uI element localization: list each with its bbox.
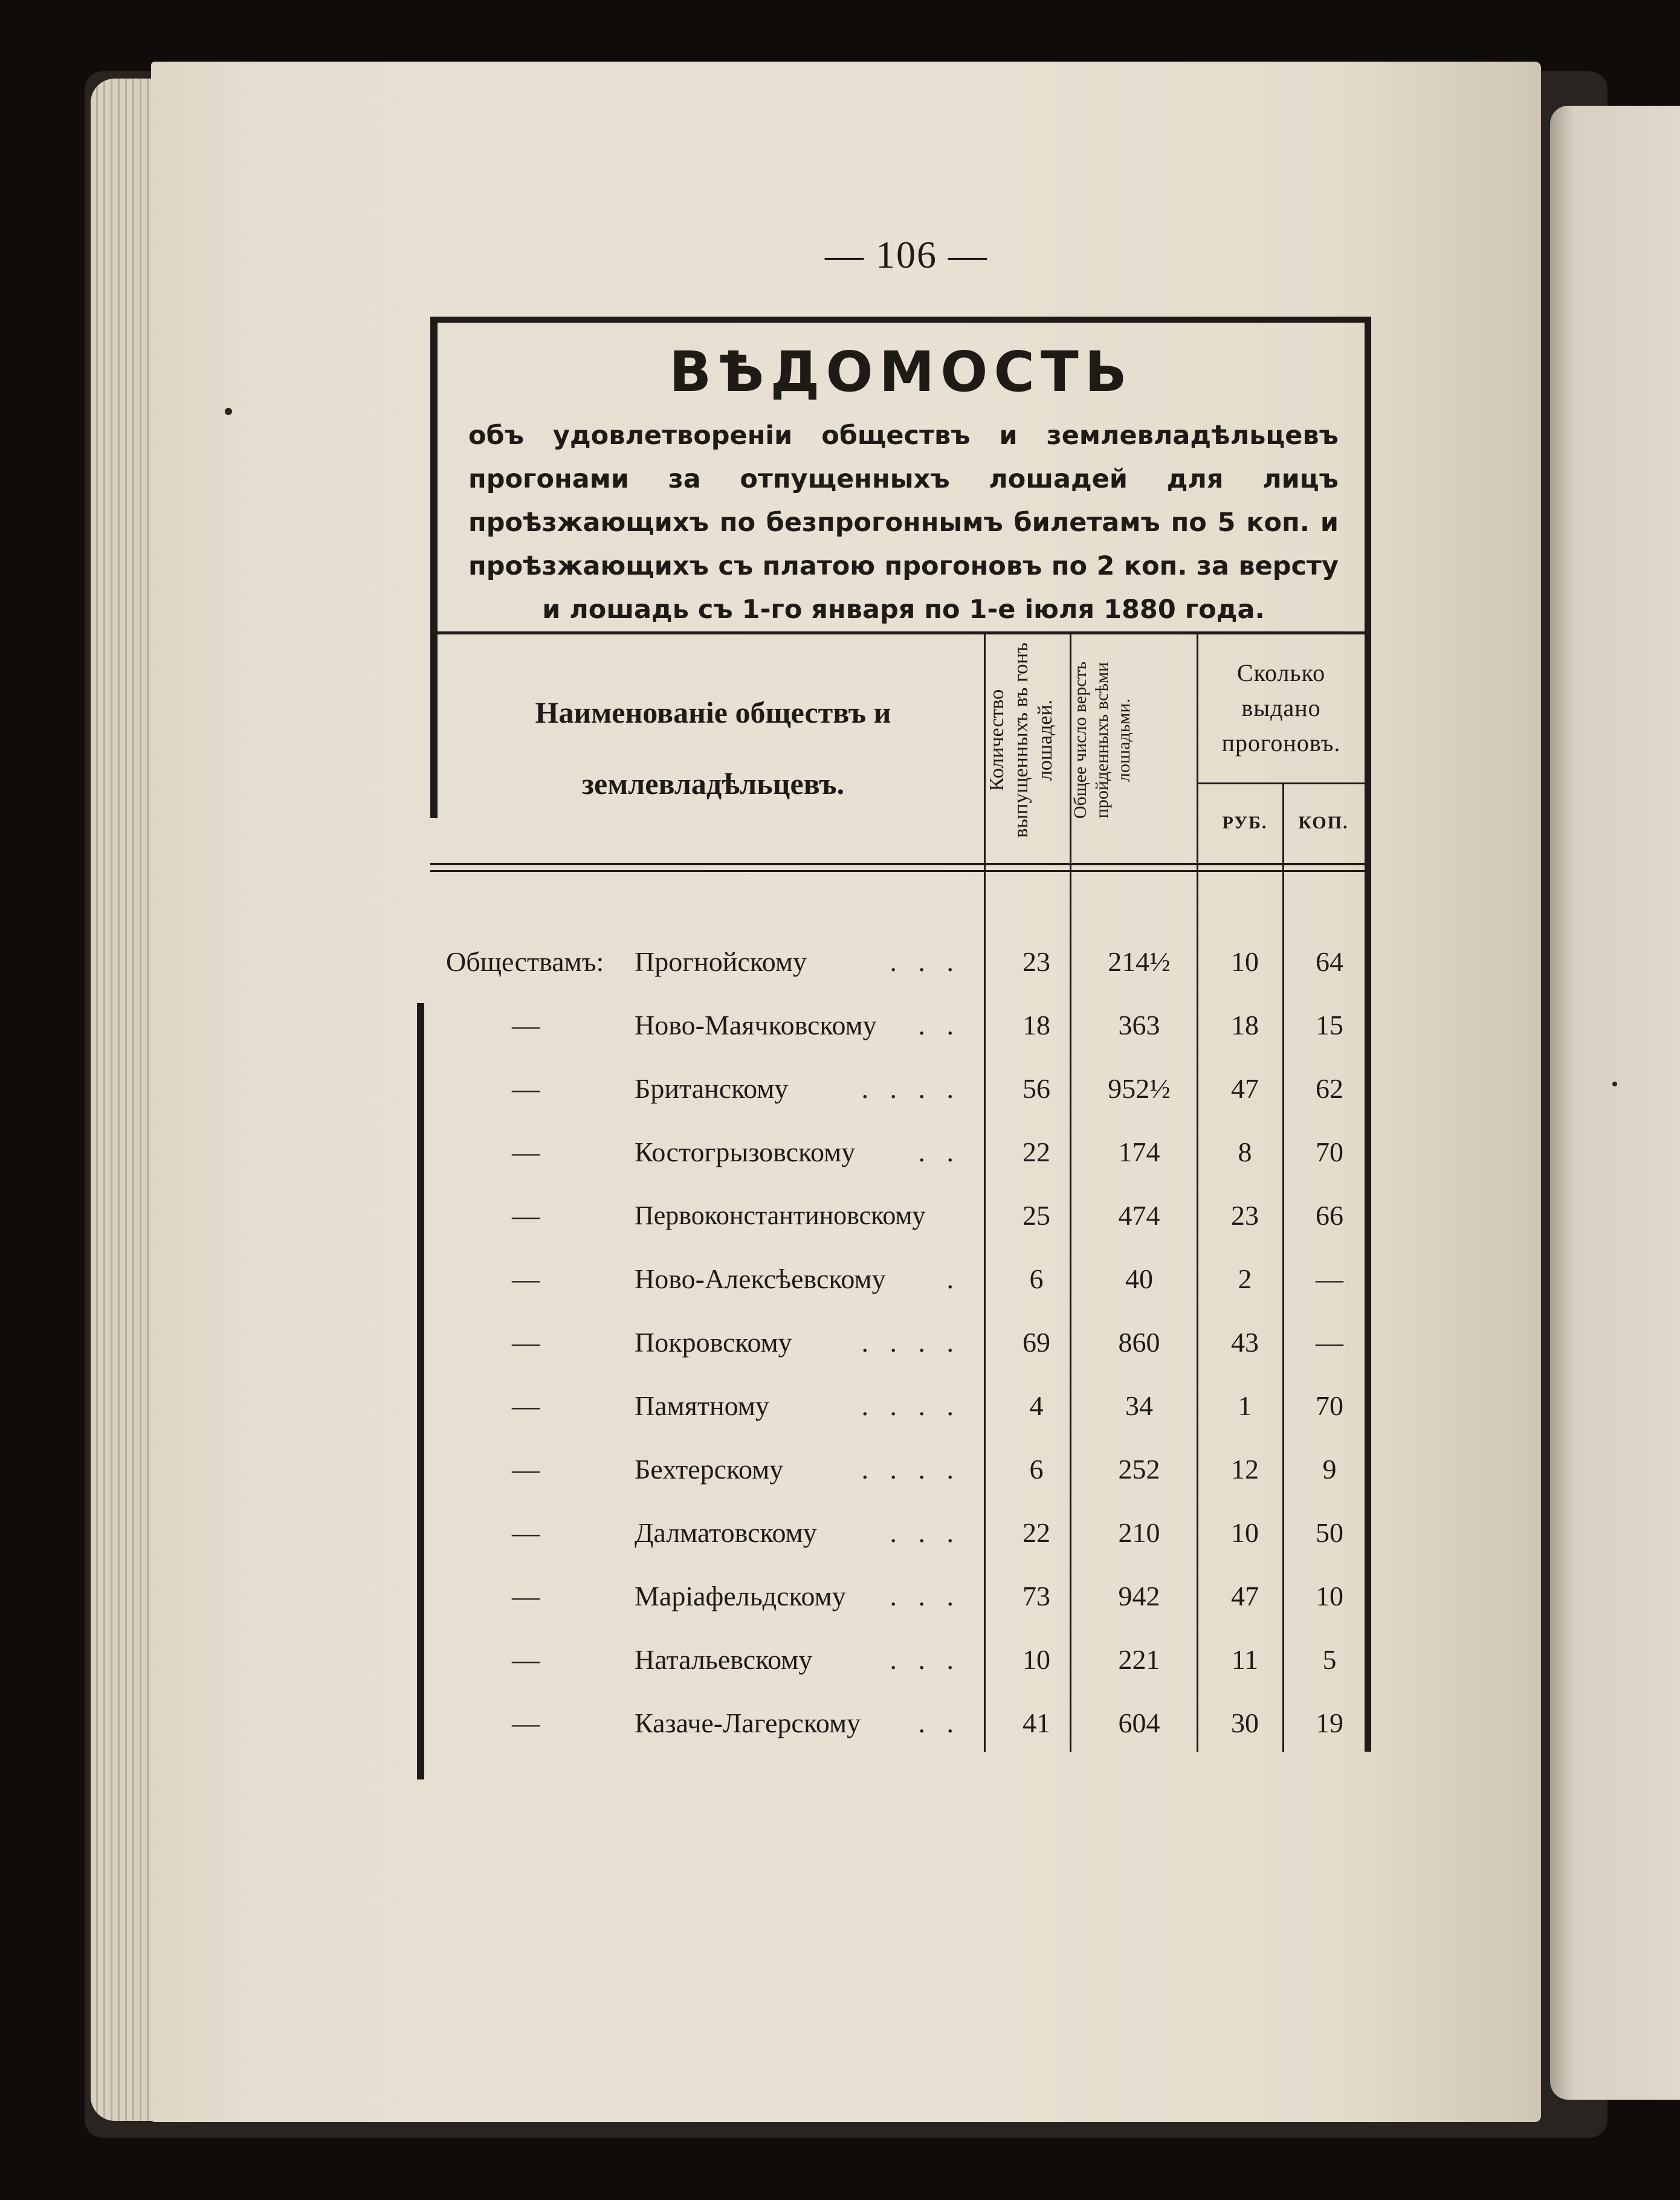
row-dash: — <box>512 1073 540 1104</box>
row-rub: 8 <box>1238 1137 1252 1167</box>
row-count: 6 <box>1029 1454 1044 1485</box>
row-rub: 47 <box>1231 1581 1259 1611</box>
row-leader-dots: . <box>946 1263 961 1294</box>
row-kop: — <box>1316 1263 1343 1294</box>
title-divider <box>438 631 1365 634</box>
row-count: 25 <box>1023 1200 1050 1231</box>
row-name: Первоконстантиновскому <box>635 1201 926 1230</box>
ink-speck <box>1612 1082 1617 1086</box>
column-header-paid: Сколько выдано прогоновъ. <box>1221 659 1341 756</box>
table-row <box>0 1696 1680 1750</box>
table-row <box>0 1442 1680 1497</box>
row-count: 18 <box>1023 1010 1050 1040</box>
row-versts: 252 <box>1118 1454 1160 1485</box>
row-versts: 363 <box>1118 1010 1160 1040</box>
row-name: Ново-Алексѣевскому <box>635 1263 886 1294</box>
row-rub: 10 <box>1231 1517 1259 1548</box>
table-row <box>0 1315 1680 1370</box>
row-kop: 9 <box>1322 1454 1337 1485</box>
column-header-rub: РУБ. <box>1222 813 1268 833</box>
row-dash: — <box>512 1137 540 1167</box>
row-leader-dots: . . . <box>890 1517 961 1548</box>
row-count: 73 <box>1023 1581 1050 1611</box>
row-leader-dots: . . . . <box>861 1454 961 1485</box>
row-count: 4 <box>1029 1390 1044 1421</box>
row-kop: 64 <box>1316 946 1343 977</box>
row-rub: 47 <box>1231 1073 1259 1104</box>
row-name: Маріафельдскому <box>635 1581 846 1611</box>
row-rub: 1 <box>1238 1390 1252 1421</box>
table-left-border-upper <box>430 317 438 818</box>
row-prefix: Обществамъ: <box>446 946 604 977</box>
row-versts: 214½ <box>1108 946 1171 977</box>
row-count: 41 <box>1023 1708 1050 1738</box>
row-rub: 10 <box>1231 946 1259 977</box>
row-dash: — <box>512 1708 540 1738</box>
row-rub: 30 <box>1231 1708 1259 1738</box>
row-versts: 210 <box>1118 1517 1160 1548</box>
row-rub: 2 <box>1238 1263 1252 1294</box>
ink-speck <box>225 408 232 415</box>
page-number: — 106 — <box>825 233 988 276</box>
row-leader-dots: . . . <box>890 1581 961 1611</box>
row-count: 69 <box>1023 1327 1050 1358</box>
row-dash: — <box>512 1200 540 1231</box>
row-rub: 23 <box>1231 1200 1259 1231</box>
row-dash: — <box>512 1263 540 1294</box>
row-versts: 942 <box>1118 1581 1160 1611</box>
row-leader-dots: . . <box>918 1137 961 1167</box>
row-name: Бехтерскому <box>635 1454 784 1485</box>
row-leader-dots: . . . . <box>861 1390 961 1421</box>
row-versts: 221 <box>1118 1644 1160 1675</box>
row-leader-dots: . . . . <box>861 1073 961 1104</box>
row-name: Британскому <box>635 1073 789 1104</box>
row-dash: — <box>512 1390 540 1421</box>
row-kop: 70 <box>1316 1390 1343 1421</box>
row-dash: — <box>512 1644 540 1675</box>
row-name: Покровскому <box>635 1327 792 1358</box>
column-header-count: Количество выпущенныхъ въ гонъ лошадей. <box>986 642 1056 838</box>
header-rule-lower <box>430 870 1365 872</box>
row-versts: 474 <box>1118 1200 1160 1231</box>
row-versts: 40 <box>1125 1263 1153 1294</box>
row-count: 23 <box>1023 946 1050 977</box>
row-versts: 174 <box>1118 1137 1160 1167</box>
row-leader-dots: . . <box>918 1708 961 1738</box>
table-row <box>0 998 1680 1053</box>
row-name: Казаче-Лагерскому <box>635 1708 861 1738</box>
row-name: Костогрызовскому <box>635 1137 856 1167</box>
row-leader-dots: . . <box>918 1010 961 1040</box>
row-kop: 62 <box>1316 1073 1343 1104</box>
row-name: Далматовскому <box>635 1517 817 1548</box>
table-row <box>0 1379 1680 1433</box>
row-dash: — <box>512 1010 540 1040</box>
row-name: Натальевскому <box>635 1644 813 1675</box>
header-rule-upper <box>430 863 1365 865</box>
table-top-border <box>430 317 1369 323</box>
row-count: 10 <box>1023 1644 1050 1675</box>
row-name: Прогнойскому <box>635 946 807 977</box>
column-header-kop: КОП. <box>1298 813 1349 833</box>
row-kop: 70 <box>1316 1137 1343 1167</box>
row-rub: 12 <box>1231 1454 1259 1485</box>
column-header-name-line1: Наименованіе обществъ и <box>535 695 891 729</box>
row-kop: 5 <box>1322 1644 1337 1675</box>
column-header-name <box>447 677 979 819</box>
table-row <box>0 1506 1680 1560</box>
row-count: 6 <box>1029 1263 1044 1294</box>
row-rub: 43 <box>1231 1327 1259 1358</box>
table-row <box>0 1189 1680 1243</box>
document-title: ВѢДОМОСТЬ <box>669 340 1133 404</box>
column-header-versts: Общее число верстъ пройденныхъ всѣми лошадьми. <box>1070 661 1134 819</box>
document-subtitle: объ удовлетвореніи обществъ и землевладѣльцевъ прогонами за отпущенныхъ лошадей для лицъ проѣзжающихъ по безпрогоннымъ билетамъ по 5 коп. и проѣзжающихъ съ платою прогоновъ по 2 коп. за версту и лошадь съ 1-го января по 1-е іюля 1880 года. <box>468 421 1339 625</box>
row-count: 22 <box>1023 1517 1050 1548</box>
row-kop: 15 <box>1316 1010 1343 1040</box>
row-count: 56 <box>1023 1073 1050 1104</box>
row-versts: 604 <box>1118 1708 1160 1738</box>
row-dash: — <box>512 1581 540 1611</box>
table-row <box>0 1125 1680 1179</box>
table-row <box>0 1633 1680 1687</box>
row-name: Ново-Маячковскому <box>635 1010 877 1040</box>
row-kop: 50 <box>1316 1517 1343 1548</box>
row-versts: 860 <box>1118 1327 1160 1358</box>
row-versts: 952½ <box>1108 1073 1171 1104</box>
row-kop: — <box>1316 1327 1343 1358</box>
row-leader-dots: . . . <box>890 946 961 977</box>
row-kop: 10 <box>1316 1581 1343 1611</box>
table-row <box>0 935 1680 989</box>
row-dash: — <box>512 1517 540 1548</box>
row-rub: 11 <box>1231 1644 1259 1675</box>
row-name: Памятному <box>635 1390 769 1421</box>
row-dash: — <box>512 1327 540 1358</box>
row-leader-dots: . . . <box>890 1644 961 1675</box>
row-kop: 66 <box>1316 1200 1343 1231</box>
row-versts: 34 <box>1125 1390 1153 1421</box>
table-row <box>0 1252 1680 1306</box>
row-leader-dots: . . . . <box>861 1327 961 1358</box>
paid-subheader-divider <box>1197 782 1365 784</box>
row-rub: 18 <box>1231 1010 1259 1040</box>
table-row <box>0 1569 1680 1624</box>
row-kop: 19 <box>1316 1708 1343 1738</box>
table-row <box>0 1062 1680 1116</box>
column-header-name-line2: землевладѣльцевъ. <box>581 767 845 801</box>
row-count: 22 <box>1023 1137 1050 1167</box>
row-dash: — <box>512 1454 540 1485</box>
